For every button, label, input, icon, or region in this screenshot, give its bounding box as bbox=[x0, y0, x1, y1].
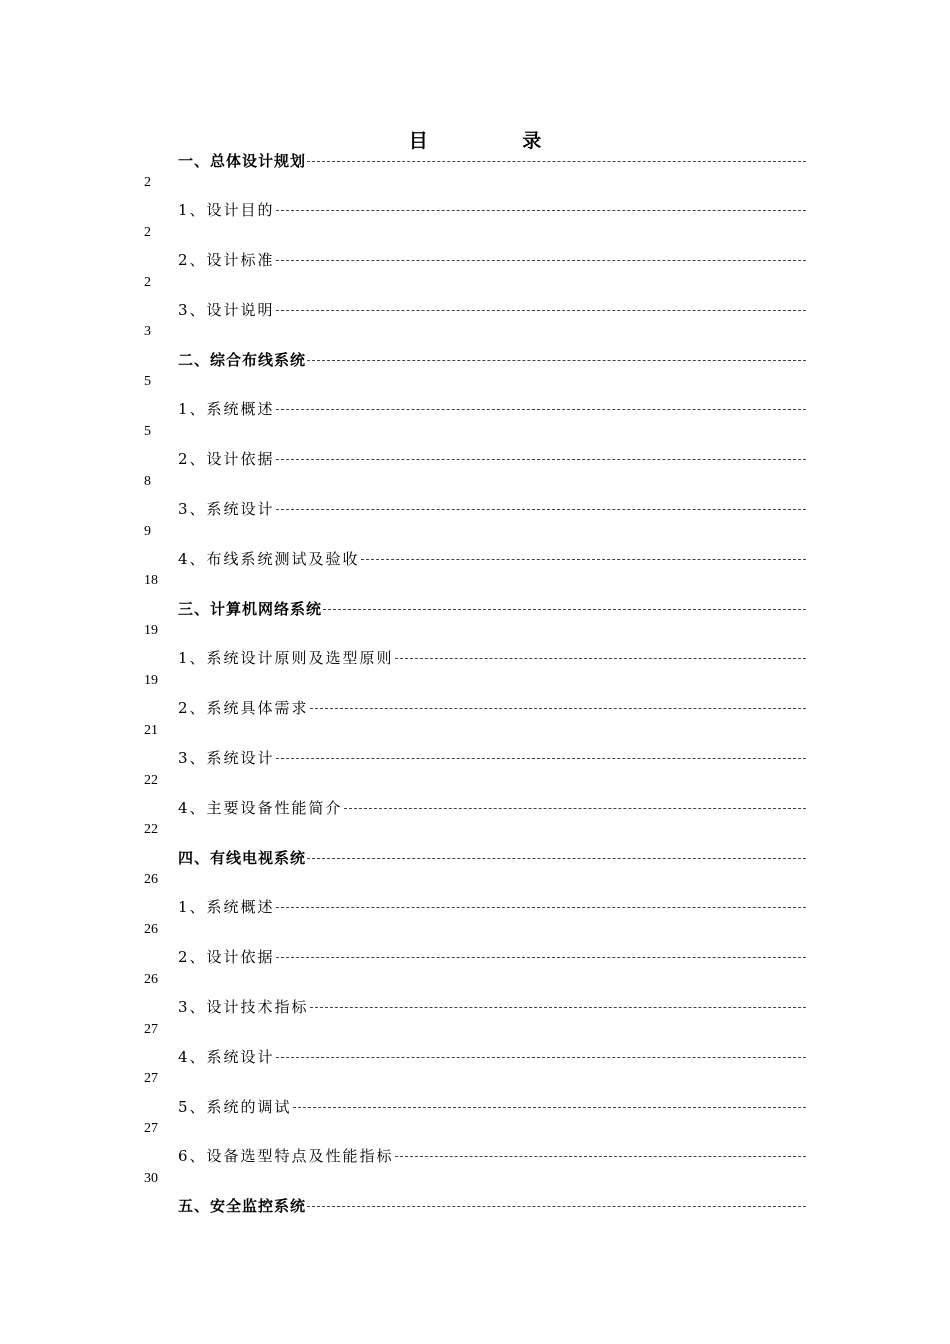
toc-entry-line bbox=[178, 598, 806, 618]
toc-item-entry[interactable] bbox=[0, 995, 950, 1045]
dot-leader bbox=[323, 609, 806, 610]
toc-entry-line bbox=[178, 1046, 806, 1066]
toc-item-entry[interactable] bbox=[0, 746, 950, 796]
toc-entry-label: 1、系统概述 bbox=[178, 400, 275, 419]
toc-section-entry[interactable] bbox=[0, 148, 950, 198]
toc-entry-label: 四、有线电视系统 bbox=[178, 848, 307, 867]
toc-page-number: 22 bbox=[144, 772, 158, 788]
toc-entry-label: 5、系统的调试 bbox=[178, 1097, 292, 1116]
toc-entry-label: 4、系统设计 bbox=[178, 1047, 275, 1066]
dot-leader bbox=[276, 260, 806, 261]
dot-leader bbox=[344, 808, 806, 809]
dot-leader bbox=[361, 559, 806, 560]
toc-entry-label: 4、布线系统测试及验收 bbox=[178, 549, 360, 568]
toc-entry-line bbox=[178, 299, 806, 319]
toc-entry-label: 一、总体设计规划 bbox=[178, 151, 307, 170]
dot-leader bbox=[276, 509, 806, 510]
toc-page-number: 2 bbox=[144, 274, 151, 290]
toc-entry-label: 6、设备选型特点及性能指标 bbox=[178, 1147, 394, 1166]
dot-leader bbox=[276, 907, 806, 908]
toc-item-entry[interactable] bbox=[0, 497, 950, 547]
toc-entry-line bbox=[178, 349, 806, 369]
toc-entry-label: 2、设计标准 bbox=[178, 251, 275, 270]
toc-entry-line bbox=[178, 897, 806, 917]
toc-section-entry[interactable] bbox=[0, 1194, 950, 1244]
dot-leader bbox=[395, 1156, 806, 1157]
toc-section-entry[interactable] bbox=[0, 596, 950, 646]
dot-leader bbox=[307, 1206, 806, 1207]
toc-page-number: 9 bbox=[144, 523, 151, 539]
toc-page-number: 26 bbox=[144, 872, 158, 888]
dot-leader bbox=[310, 1007, 806, 1008]
dot-leader bbox=[276, 957, 806, 958]
toc-entry-line bbox=[178, 150, 806, 170]
toc-list bbox=[0, 148, 950, 1244]
toc-entry-label: 三、计算机网络系统 bbox=[178, 599, 323, 618]
toc-entry-line bbox=[178, 1196, 806, 1216]
toc-item-entry[interactable] bbox=[0, 795, 950, 845]
dot-leader bbox=[293, 1107, 806, 1108]
toc-entry-label: 3、设计技术指标 bbox=[178, 998, 309, 1017]
dot-leader bbox=[276, 758, 806, 759]
toc-page-number: 26 bbox=[144, 971, 158, 987]
toc-page-number: 22 bbox=[144, 822, 158, 838]
toc-entry-label: 1、系统概述 bbox=[178, 898, 275, 917]
toc-entry-label: 3、系统设计 bbox=[178, 749, 275, 768]
toc-entry-label: 1、设计目的 bbox=[178, 201, 275, 220]
toc-item-entry[interactable] bbox=[0, 546, 950, 596]
toc-entry-label: 3、系统设计 bbox=[178, 500, 275, 519]
toc-item-entry[interactable] bbox=[0, 696, 950, 746]
toc-item-entry[interactable] bbox=[0, 945, 950, 995]
toc-page-number: 27 bbox=[144, 1121, 158, 1137]
toc-page-number: 8 bbox=[144, 473, 151, 489]
toc-page-number: 19 bbox=[144, 623, 158, 639]
toc-entry-line bbox=[178, 200, 806, 220]
dot-leader bbox=[395, 658, 806, 659]
toc-page-number: 5 bbox=[144, 374, 151, 390]
toc-entry-line bbox=[178, 748, 806, 768]
dot-leader bbox=[276, 459, 806, 460]
toc-item-entry[interactable] bbox=[0, 297, 950, 347]
toc-entry-label: 3、设计说明 bbox=[178, 300, 275, 319]
toc-entry-line bbox=[178, 548, 806, 568]
toc-item-entry[interactable] bbox=[0, 248, 950, 298]
dot-leader bbox=[276, 210, 806, 211]
toc-page-number: 2 bbox=[144, 224, 151, 240]
toc-page-number: 5 bbox=[144, 423, 151, 439]
toc-entry-line bbox=[178, 847, 806, 867]
toc-item-entry[interactable] bbox=[0, 397, 950, 447]
toc-page-number: 2 bbox=[144, 175, 151, 190]
toc-entry-line bbox=[178, 648, 806, 668]
toc-entry-line bbox=[178, 997, 806, 1017]
dot-leader bbox=[276, 409, 806, 410]
toc-page-number: 18 bbox=[144, 573, 158, 589]
toc-page-number: 21 bbox=[144, 722, 158, 738]
dot-leader bbox=[276, 1057, 806, 1058]
toc-entry-line bbox=[178, 797, 806, 817]
toc-title: 目 录 bbox=[408, 130, 586, 152]
toc-entry-label: 4、主要设备性能简介 bbox=[178, 798, 343, 817]
toc-entry-label: 二、综合布线系统 bbox=[178, 350, 307, 369]
toc-entry-line bbox=[178, 947, 806, 967]
toc-entry-label: 五、安全监控系统 bbox=[178, 1197, 307, 1216]
toc-item-entry[interactable] bbox=[0, 198, 950, 248]
toc-entry-line bbox=[178, 698, 806, 718]
toc-entry-label: 1、系统设计原则及选型原则 bbox=[178, 649, 394, 668]
toc-entry-label: 2、设计依据 bbox=[178, 450, 275, 469]
toc-page-number: 19 bbox=[144, 672, 158, 688]
toc-item-entry[interactable] bbox=[0, 1044, 950, 1094]
toc-entry-line bbox=[178, 449, 806, 469]
toc-entry-label: 2、设计依据 bbox=[178, 948, 275, 967]
toc-entry-label: 2、系统具体需求 bbox=[178, 699, 309, 718]
toc-page-number: 27 bbox=[144, 1071, 158, 1087]
dot-leader bbox=[310, 708, 806, 709]
toc-entry-line bbox=[178, 499, 806, 519]
toc-item-entry[interactable] bbox=[0, 646, 950, 696]
dot-leader bbox=[307, 161, 806, 162]
toc-page-number: 26 bbox=[144, 921, 158, 937]
toc-section-entry[interactable] bbox=[0, 347, 950, 397]
toc-entry-line bbox=[178, 1096, 806, 1116]
dot-leader bbox=[307, 360, 806, 361]
toc-section-entry[interactable] bbox=[0, 845, 950, 895]
toc-entry-line bbox=[178, 250, 806, 270]
toc-page-number: 30 bbox=[144, 1170, 158, 1186]
toc-item-entry[interactable] bbox=[0, 1094, 950, 1144]
toc-page-number: 27 bbox=[144, 1021, 158, 1037]
toc-item-entry[interactable] bbox=[0, 895, 950, 945]
toc-item-entry[interactable] bbox=[0, 1144, 950, 1194]
toc-entry-line bbox=[178, 1146, 806, 1166]
toc-page-number: 3 bbox=[144, 324, 151, 340]
dot-leader bbox=[276, 310, 806, 311]
toc-item-entry[interactable] bbox=[0, 447, 950, 497]
toc-entry-line bbox=[178, 399, 806, 419]
dot-leader bbox=[307, 858, 806, 859]
